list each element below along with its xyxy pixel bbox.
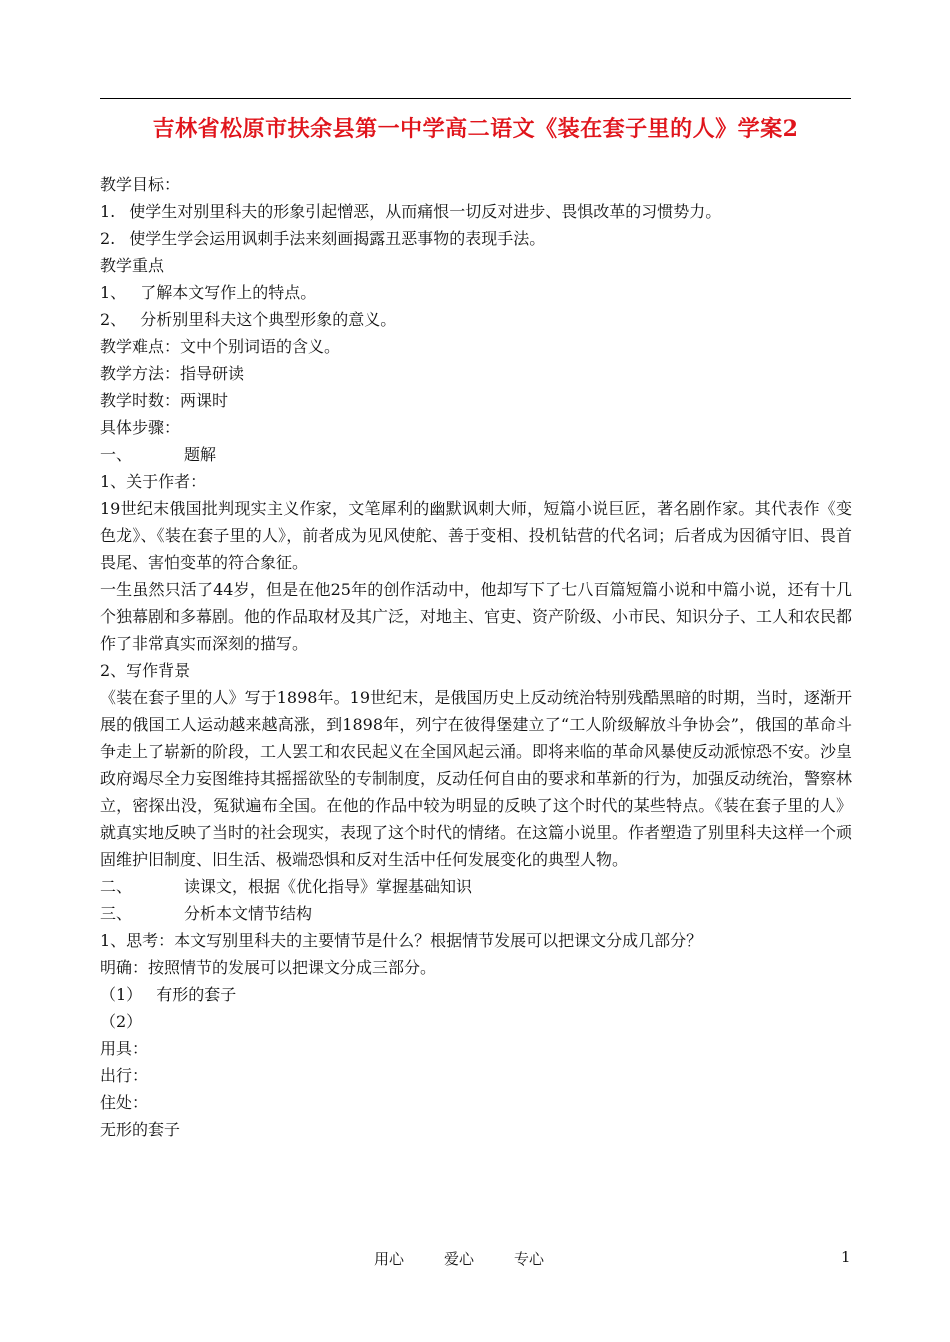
background-heading: 2、写作背景 xyxy=(100,661,191,680)
key-point-num: 2、 xyxy=(100,310,127,329)
objectives-heading: 教学目标： xyxy=(100,175,181,194)
tools-line: 用具： xyxy=(100,1039,149,1058)
section-title: 分析本文情节结构 xyxy=(184,904,313,923)
section-num: 三、 xyxy=(100,904,133,923)
invisible-sheath-line: 无形的套子 xyxy=(100,1120,181,1139)
document-title: 吉林省松原市扶余县第一中学高二语文《装在套子里的人》学案2 xyxy=(152,116,799,142)
background-paragraph: 《装在套子里的人》写于1898年。19世纪末，是俄国历史上反动统治特别残酷黑暗的时期，当时，逐渐开展的俄国工人运动越来越高涨，到1898年，列宁在彼得堡建立了“工人阶级解放斗争协会”，俄国的革命斗争走上了崭新的阶段，工人罢工和农民起义在全国风起云涌。即将来临的革命风暴使反动派惊恐不安。沙皇政府竭尽全力妄图维持其摇摇欲坠的专制制度，反动任何自由的要求和革新的行为，加强反动统治，警察林立，密探出没，冤狱遍布全国。在他的作品中较为明显的反映了这个时代的某些特点。《装在套子里的人》就真实地反映了当时的社会现实，表现了这个时代的情绪。在这篇小说里。作者塑造了别里科夫这样一个顽固维护旧制度、旧生活、极端恐惧和反对生活中任何发展变化的典型人物。 xyxy=(100,688,853,869)
document-body xyxy=(100,171,852,1143)
key-point-text: 分析别里科夫这个典型形象的意义。 xyxy=(140,310,397,329)
clarify-answer: 明确：按照情节的发展可以把课文分成三部分。 xyxy=(100,958,437,977)
section-title: 题解 xyxy=(184,445,217,464)
objective-item-1 xyxy=(100,198,852,225)
key-point-text: 了解本文写作上的特点。 xyxy=(140,283,317,302)
part-num: （1） xyxy=(100,985,143,1004)
method-line: 教学方法：指导研读 xyxy=(100,364,245,383)
hours-line: 教学时数：两课时 xyxy=(100,391,229,410)
key-point-item-2 xyxy=(100,306,852,333)
objective-num: 1. xyxy=(100,202,116,221)
key-points-heading: 教学重点 xyxy=(100,256,165,275)
author-paragraph-1: 19世纪末俄国批判现实主义作家，文笔犀利的幽默讽刺大师，短篇小说巨匠，著名剧作家。其代表作《变色龙》、《装在套子里的人》，前者成为见风使舵、善于变相、投机钻营的代名词；后者成为因循守旧、畏首畏尾、害怕变革的符合象征。 xyxy=(100,499,852,572)
section-2-heading xyxy=(100,873,852,900)
motto-word: 用心 xyxy=(374,1250,405,1268)
author-paragraph-2: 一生虽然只活了44岁，但是在他25年的创作活动中，他却写下了七八百篇短篇小说和中篇小说，还有十几个独幕剧和多幕剧。他的作品取材及其广泛，对地主、官吏、资产阶级、小市民、知识分子、工人和农民都作了非常真实而深刻的描写。 xyxy=(100,580,853,653)
travel-line: 出行： xyxy=(100,1066,149,1085)
motto-word: 专心 xyxy=(514,1250,545,1268)
header-rule xyxy=(100,98,851,99)
part-text: 有形的套子 xyxy=(156,985,237,1004)
key-point-num: 1、 xyxy=(100,283,127,302)
difficulty-line: 教学难点：文中个别词语的含义。 xyxy=(100,337,341,356)
about-author-heading: 1、关于作者： xyxy=(100,472,207,491)
steps-heading: 具体步骤： xyxy=(100,418,181,437)
objective-text: 使学生学会运用讽刺手法来刻画揭露丑恶事物的表现手法。 xyxy=(129,229,546,248)
objective-text: 使学生对别里科夫的形象引起憎恶，从而痛恨一切反对进步、畏惧改革的习惯势力。 xyxy=(129,202,722,221)
section-3-heading xyxy=(100,900,852,927)
section-title: 读课文，根据《优化指导》掌握基础知识 xyxy=(184,877,473,896)
section-num: 二、 xyxy=(100,877,133,896)
objective-item-2 xyxy=(100,225,852,252)
section-num: 一、 xyxy=(100,445,133,464)
key-point-item-1 xyxy=(100,279,852,306)
part-1-line xyxy=(100,981,852,1008)
residence-line: 住处： xyxy=(100,1093,149,1112)
part-2-line: （2） xyxy=(100,1012,143,1031)
objective-num: 2. xyxy=(100,229,116,248)
think-question: 1、思考：本文写别里科夫的主要情节是什么？根据情节发展可以把课文分成几部分？ xyxy=(100,931,703,950)
section-1-heading xyxy=(100,441,852,468)
motto-word: 爱心 xyxy=(444,1250,475,1268)
footer-motto xyxy=(374,1248,584,1269)
page-number: 1 xyxy=(841,1248,851,1266)
